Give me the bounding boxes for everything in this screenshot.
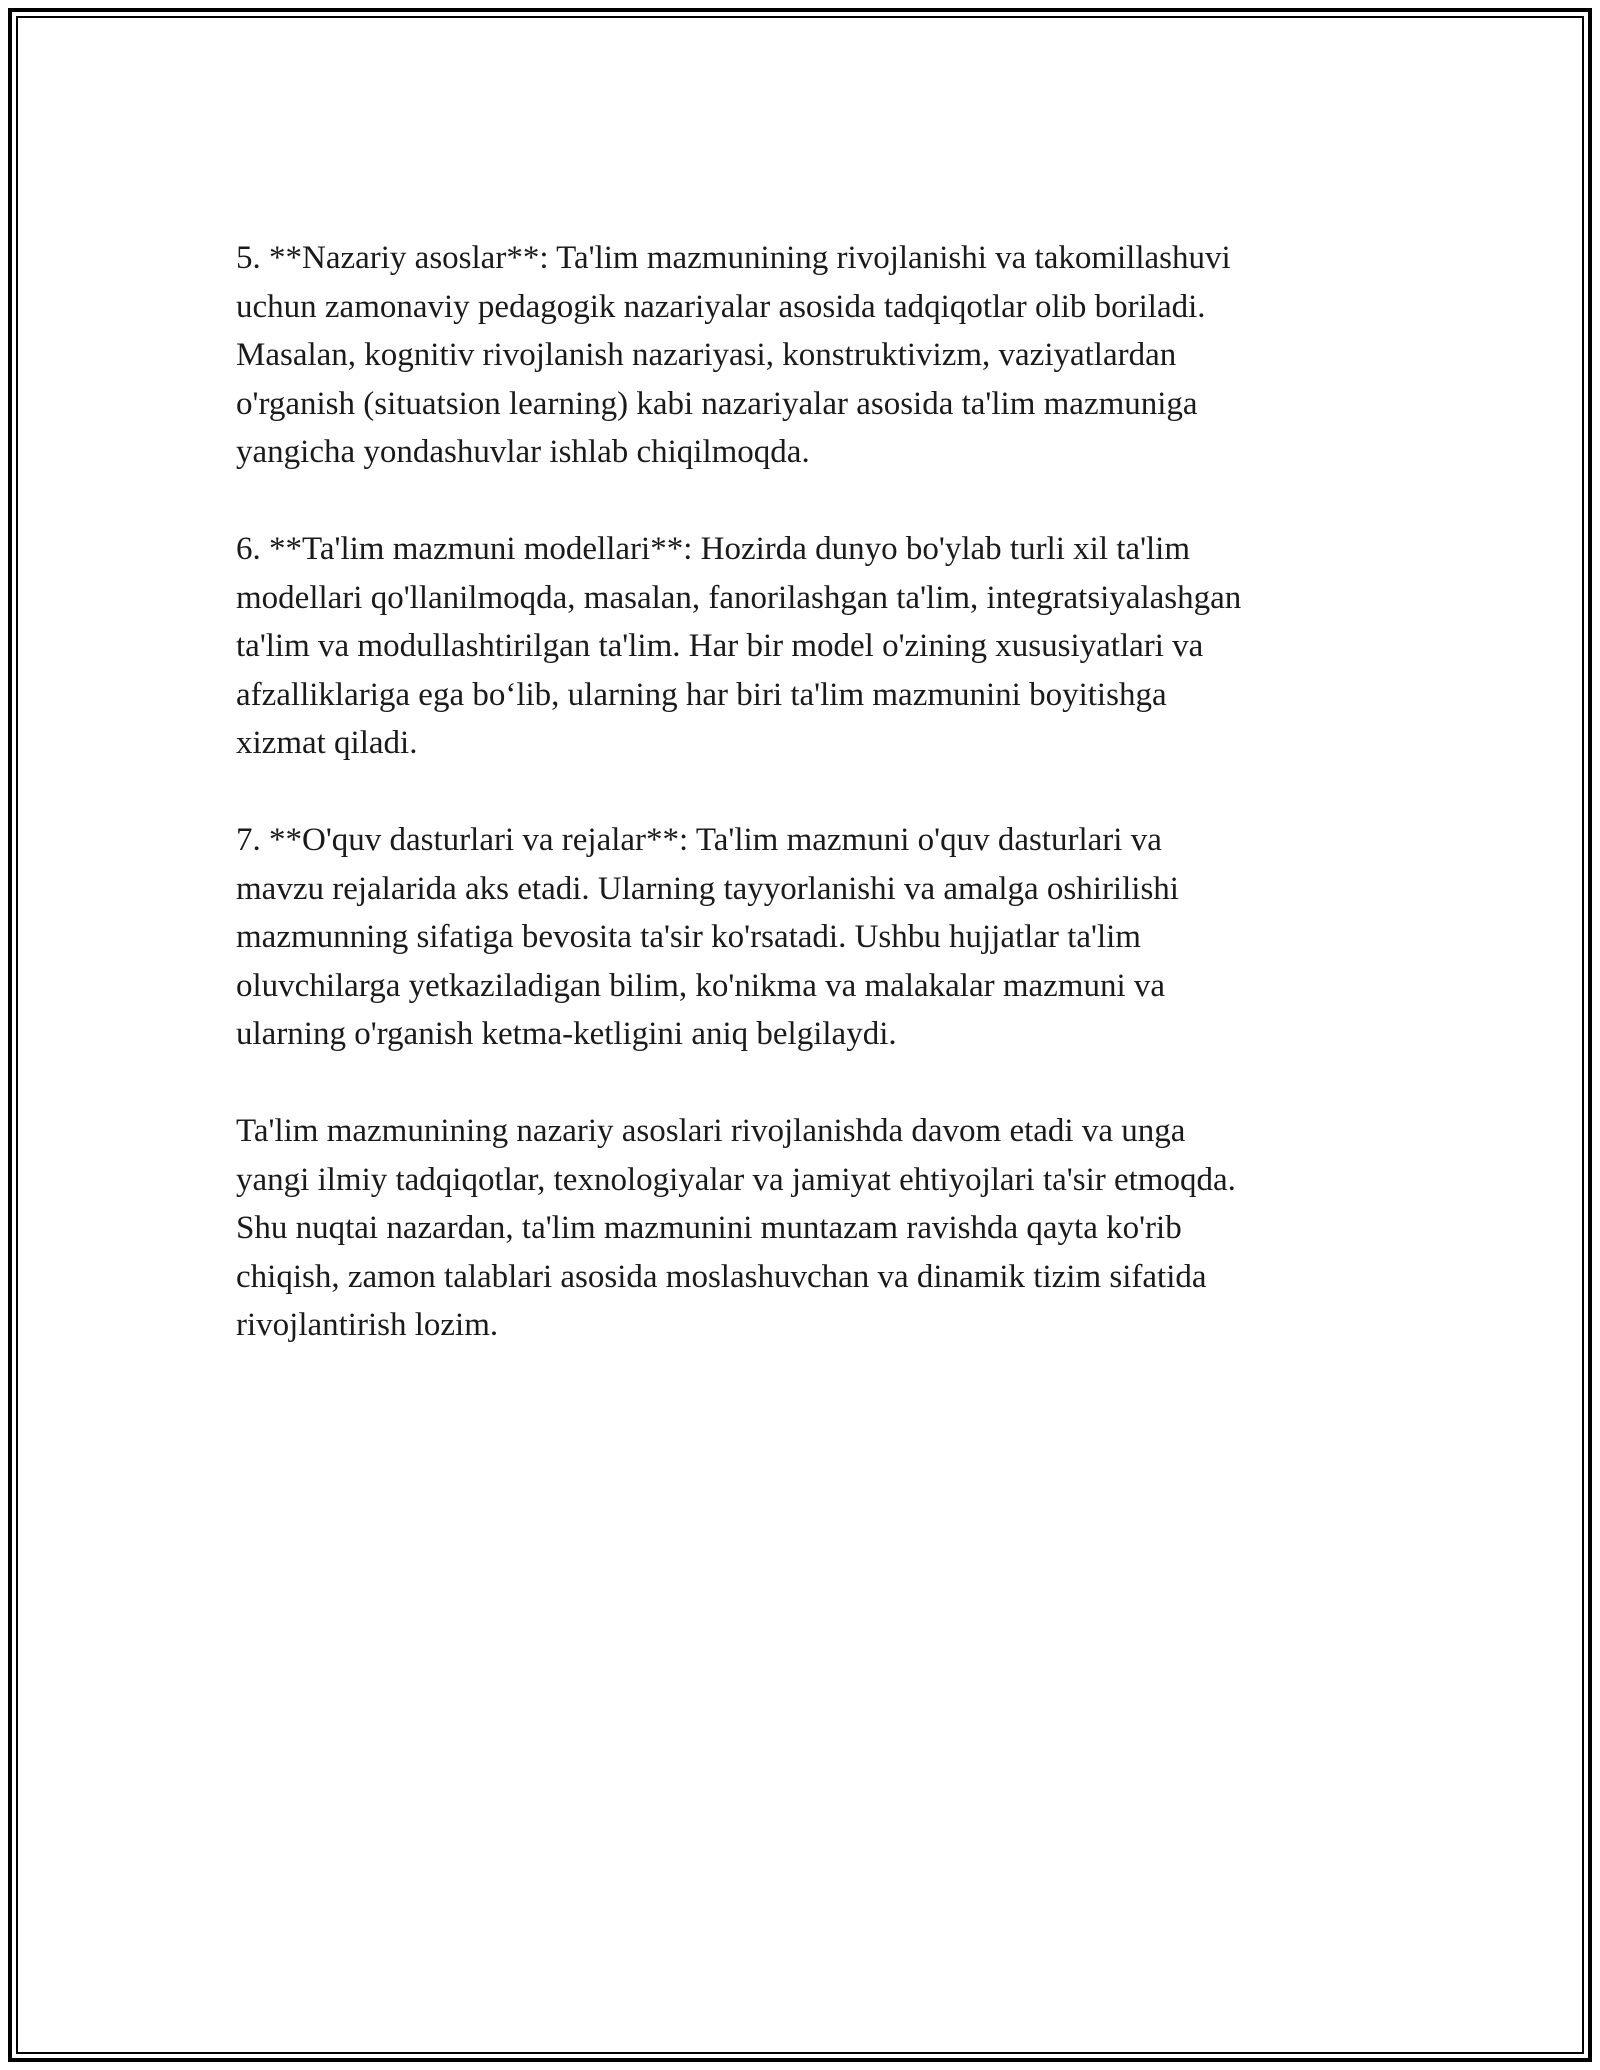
paragraph-conclusion: Ta'lim mazmunining nazariy asoslari rivojlanishda davom etadi va unga yangi ilmiy tadqiqotlar, texnologiyalar va jamiyat ehtiyojlari ta'sir etmoqda. Shu nuqtai nazardan, ta'lim mazmunini muntazam ravishda qayta ko'rib chiqish, zamon talablari asosida moslashuvchan va dinamik tizim sifatida rivojlantirish lozim. xyxy=(236,1113,1236,1343)
paragraph-talim-mazmuni-modellari: 6. **Ta'lim mazmuni modellari**: Hozirda dunyo bo'ylab turli xil ta'lim modellari qo'llanilmoqda, masalan, fanorilashgan ta'lim, integratsiyalashgan ta'lim va modullashtirilgan ta'lim. Har bir model o'zining xususiyatlari va afzalliklariga ega bo‘lib, ularning har biri ta'lim mazmunini boyitishga xizmat qiladi. xyxy=(236,531,1242,761)
paragraph-nazariy-asoslar: 5. **Nazariy asoslar**: Ta'lim mazmunining rivojlanishi va takomillashuvi uchun zamonaviy pedagogik nazariyalar asosida tadqiqotlar olib boriladi. Masalan, kognitiv rivojlanish nazariyasi, konstruktivizm, vaziyatlardan o'rganish (situatsion learning) kabi nazariyalar asosida ta'lim mazmuniga yangicha yondashuvlar ishlab chiqilmoqda. xyxy=(236,240,1231,470)
paragraph-oquv-dasturlari: 7. **O'quv dasturlari va rejalar**: Ta'lim mazmuni o'quv dasturlari va mavzu rejalarida aks etadi. Ularning tayyorlanishi va amalga oshirilishi mazmunning sifatiga bevosita ta'sir ko'rsatadi. Ushbu hujjatlar ta'lim oluvchilarga yetkaziladigan bilim, ko'nikma va malakalar mazmuni va ularning o'rganish ketma-ketligini aniq belgilaydi. xyxy=(236,822,1179,1052)
document-body xyxy=(236,234,1366,1398)
